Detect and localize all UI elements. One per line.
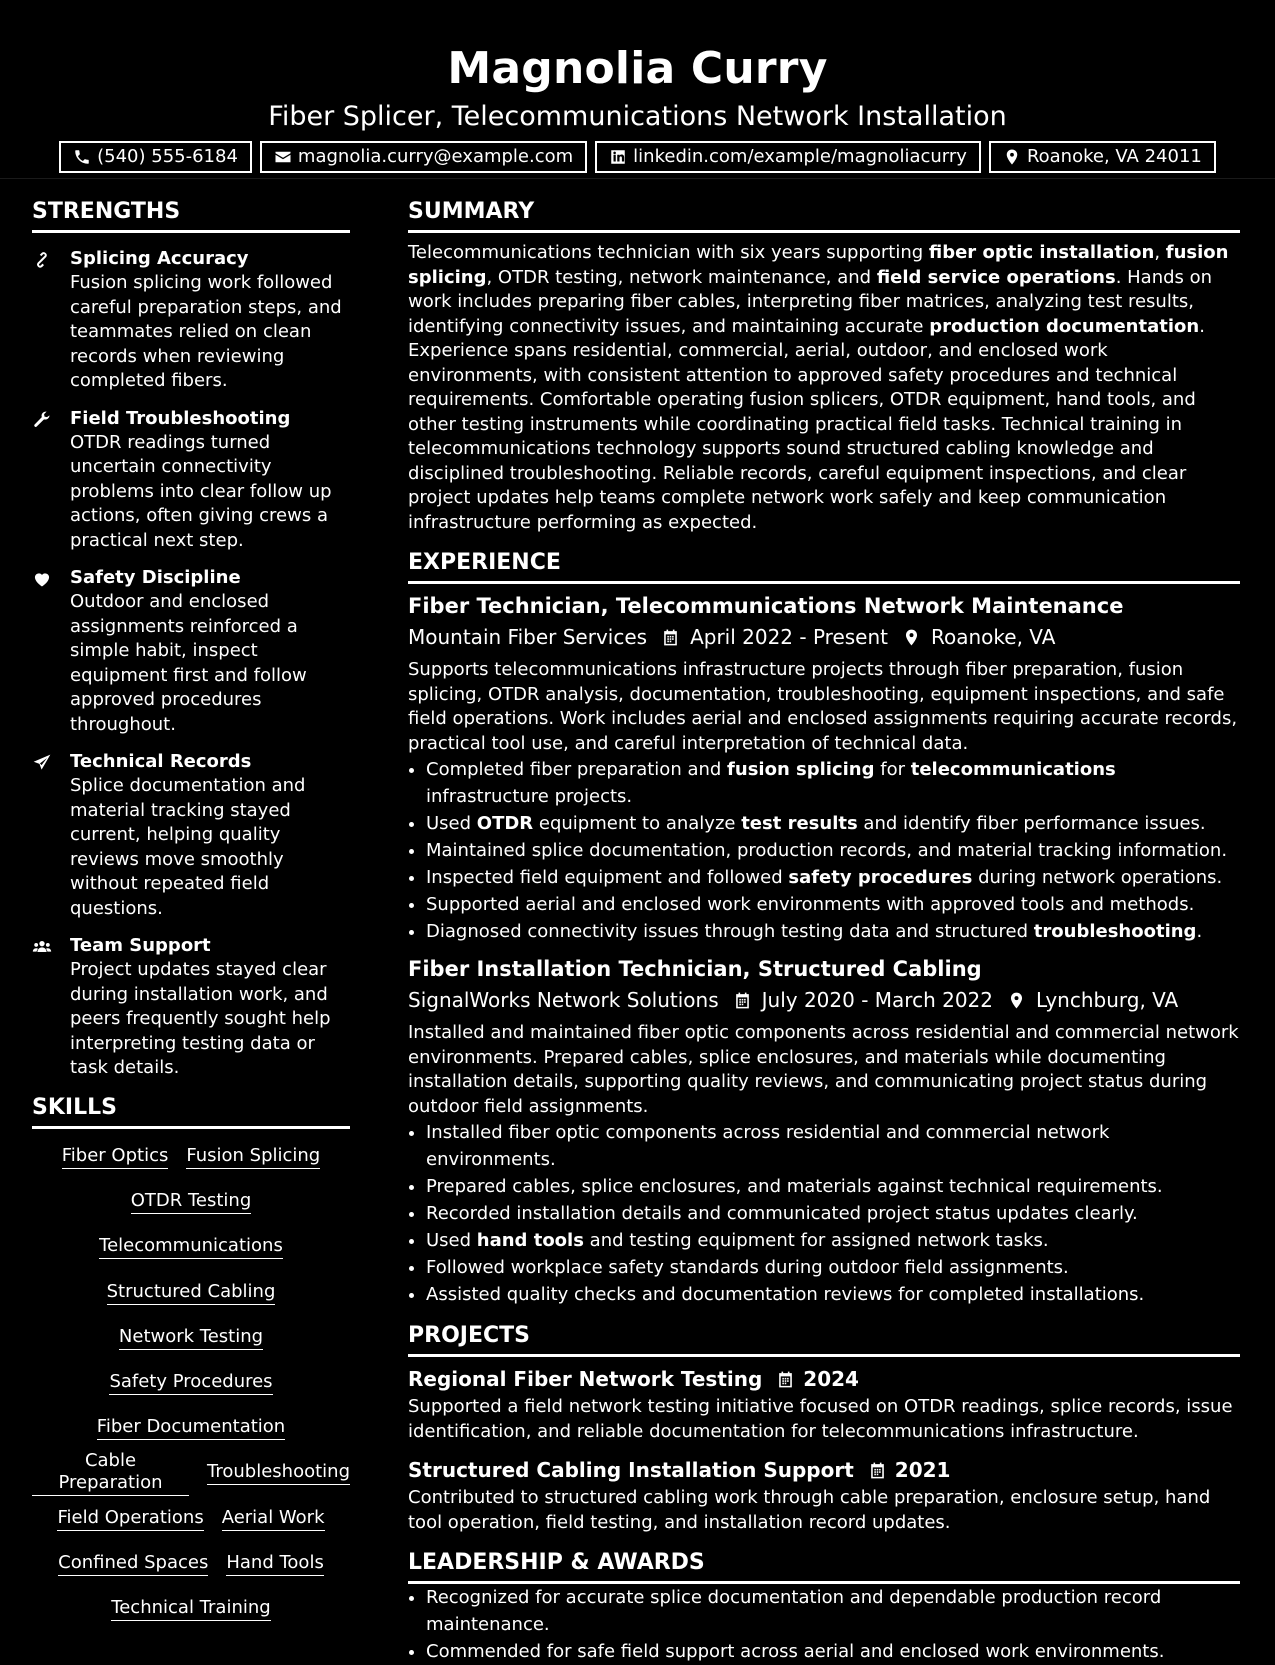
summary-section <box>408 198 1240 535</box>
job-bullet: • Assisted quality checks and documentation reviews for completed installations. <box>426 1281 1240 1308</box>
strength-title: Safety Discipline <box>70 567 241 588</box>
emphasis-text: fiber optic installation <box>928 242 1155 263</box>
job-location: Roanoke, VA <box>931 625 1056 649</box>
emphasis-text: hand tools <box>476 1230 584 1251</box>
contact-bar <box>0 141 1275 173</box>
job-dates: July 2020 - March 2022 <box>761 988 994 1012</box>
job-bullet: • Installed fiber optic components across residential and commercial network environments. <box>426 1119 1240 1173</box>
skill-row <box>32 1451 350 1496</box>
skill-tag: Telecommunications <box>99 1235 283 1259</box>
skill-tag: Field Operations <box>57 1507 203 1531</box>
envelope-icon <box>274 148 292 166</box>
emphasis-text: field service operations <box>876 266 1116 288</box>
strength-item <box>32 407 350 554</box>
wrench-icon <box>32 410 52 430</box>
skill-row <box>32 1360 350 1405</box>
linkedin-icon <box>609 148 627 166</box>
projects-section <box>408 1322 1240 1535</box>
users-icon <box>32 937 52 957</box>
project-description: Supported a field network testing initiative focused on OTDR readings, splice records, issue identification, and reliable documentation for telecommunications infrastructure. <box>408 1396 1233 1442</box>
experience-section <box>408 549 1240 1308</box>
project-date: 2021 <box>894 1458 951 1482</box>
emphasis-text: fusion splicing <box>727 759 875 780</box>
experience-heading: EXPERIENCE <box>408 549 1240 584</box>
calendar-icon <box>733 991 752 1010</box>
strength-title: Field Troubleshooting <box>70 407 291 429</box>
job-bullet: • Diagnosed connectivity issues through testing data and structured troubleshooting. <box>426 918 1240 945</box>
skill-tag: Fusion Splicing <box>186 1145 320 1169</box>
strength-desc: Project updates stayed clear during installation work, and peers frequently sought help interpreting testing data or task details. <box>70 959 331 1078</box>
paper-plane-icon <box>32 753 52 773</box>
job-bullet: • Supported aerial and enclosed work environments with approved tools and methods. <box>426 891 1240 918</box>
strength-desc: Fusion splicing work followed careful preparation steps, and teammates relied on clean records when reviewing completed fibers. <box>70 272 342 391</box>
strengths-heading: STRENGTHS <box>32 198 350 233</box>
strength-item <box>32 247 350 394</box>
project-title: Regional Fiber Network Testing <box>408 1367 763 1391</box>
projects-heading: PROJECTS <box>408 1322 1240 1357</box>
emphasis-text: test results <box>741 813 858 834</box>
award-item: • Recognized for accurate splice documentation and dependable production record maintenance. <box>426 1584 1240 1638</box>
skills-section <box>32 1094 350 1632</box>
summary-text: Telecommunications technician with six years supporting fiber optic installation, fusion splicing, OTDR testing, network maintenance, and field service operations. Hands on work includes preparing fiber cables, interpreting fiber matrices, analyzing test results, identifying connectivity issues, and maintaining accurate production documentation. Experience spans residential, commercial, aerial, outdoor, and enclosed work environments, with consistent attention to approved safety procedures and technical requirements. Comfortable operating fusion splicers, OTDR equipment, hand tools, and other testing instruments while coordinating practical field tasks. Technical training in telecommunications technology supports sound structured cabling knowledge and disciplined troubleshooting. Reliable records, careful equipment inspections, and clear project updates help teams complete network work safely and keep communication infrastructure performing as expected. <box>408 242 1229 533</box>
job-title: Fiber Installation Technician, Structured Cabling <box>408 957 982 981</box>
skill-row <box>32 1496 350 1541</box>
summary-heading: SUMMARY <box>408 198 1240 233</box>
job-bullet: • Completed fiber preparation and fusion splicing for telecommunications infrastructure projects. <box>426 756 1240 810</box>
job-bullets <box>408 1119 1240 1308</box>
awards-section <box>408 1549 1240 1665</box>
skill-tag: Structured Cabling <box>107 1281 276 1305</box>
candidate-title: Fiber Splicer, Telecommunications Network Installation <box>268 101 1007 132</box>
emphasis-text: OTDR <box>476 813 534 834</box>
job-bullet: • Used OTDR equipment to analyze test results and identify fiber performance issues. <box>426 810 1240 837</box>
project-entry <box>408 1456 1240 1535</box>
strength-desc: OTDR readings turned uncertain connectivity problems into clear follow up actions, often giving crews a practical next step. <box>70 431 332 551</box>
project-description: Contributed to structured cabling work through cable preparation, enclosure setup, hand tool operation, field testing, and installation record updates. <box>408 1487 1211 1533</box>
strength-title: Technical Records <box>70 751 252 772</box>
job-entry <box>408 592 1240 945</box>
skill-row <box>32 1541 350 1586</box>
map-marker-icon <box>1007 991 1026 1010</box>
skill-row <box>32 1135 350 1180</box>
award-item: • Commended for safe field support across aerial and enclosed work environments. <box>426 1638 1240 1665</box>
left-column <box>32 198 350 1632</box>
skill-tag: Technical Training <box>111 1597 270 1621</box>
skill-tag: Troubleshooting <box>207 1461 350 1485</box>
link-icon <box>32 250 52 270</box>
strength-desc: Splice documentation and material tracking stayed current, helping quality reviews move smoothly without repeated field questions. <box>70 775 306 919</box>
skill-tag: OTDR Testing <box>131 1190 252 1214</box>
job-bullet: • Inspected field equipment and followed safety procedures during network operations. <box>426 864 1240 891</box>
contact-location-text: Roanoke, VA 24011 <box>1026 146 1202 167</box>
job-entry <box>408 955 1240 1308</box>
skill-tag: Network Testing <box>119 1326 263 1350</box>
skill-tag: Aerial Work <box>222 1507 325 1531</box>
project-entry <box>408 1365 1240 1444</box>
strength-title: Splicing Accuracy <box>70 248 249 269</box>
awards-list <box>408 1584 1240 1665</box>
strength-title: Team Support <box>70 935 211 956</box>
contact-location[interactable] <box>989 141 1216 173</box>
job-location: Lynchburg, VA <box>1036 988 1179 1012</box>
skill-row <box>32 1225 350 1270</box>
resume-header <box>0 0 1275 179</box>
calendar-icon <box>661 628 680 647</box>
right-column <box>408 198 1240 1665</box>
contact-email[interactable] <box>260 141 587 173</box>
contact-email-text: magnolia.curry@example.com <box>297 146 574 167</box>
job-company: Mountain Fiber Services <box>408 625 648 649</box>
candidate-name: Magnolia Curry <box>447 43 828 94</box>
contact-phone-text: (540) 555-6184 <box>97 146 238 167</box>
emphasis-text: safety procedures <box>788 867 973 888</box>
awards-heading: LEADERSHIP & AWARDS <box>408 1549 1240 1584</box>
job-bullet: • Used hand tools and testing equipment for assigned network tasks. <box>426 1227 1240 1254</box>
skill-tag: Confined Spaces <box>58 1552 208 1576</box>
contact-linkedin[interactable] <box>595 141 981 173</box>
skill-tag: Fiber Optics <box>62 1145 169 1169</box>
job-description: Installed and maintained fiber optic components across residential and commercial network environments. Prepared cables, splice enclosures, and materials while documenting installation details, supporting quality reviews, and communicating project status during outdoor field assignments. <box>408 1022 1239 1117</box>
skill-tag: Hand Tools <box>226 1552 323 1576</box>
project-title: Structured Cabling Installation Support <box>408 1458 854 1482</box>
job-bullet: • Maintained splice documentation, production records, and material tracking information. <box>426 837 1240 864</box>
phone-icon <box>73 148 91 166</box>
job-description: Supports telecommunications infrastructure projects through fiber preparation, fusion splicing, OTDR analysis, documentation, troubleshooting, equipment inspections, and safe field operations. Work includes aerial and enclosed assignments requiring accurate records, practical tool use, and careful interpretation of technical data. <box>408 659 1238 754</box>
emphasis-text: fusion splicing <box>408 242 1229 288</box>
emphasis-text: telecommunications <box>910 759 1116 780</box>
map-marker-icon <box>1003 148 1021 166</box>
job-meta <box>408 622 1240 652</box>
emphasis-text: troubleshooting <box>1033 921 1197 942</box>
emphasis-text: production documentation <box>929 315 1200 337</box>
strength-desc: Outdoor and enclosed assignments reinforced a simple habit, inspect equipment first and follow approved procedures throughout. <box>70 591 307 735</box>
skill-row <box>32 1270 350 1315</box>
job-meta <box>408 985 1240 1015</box>
job-dates: April 2022 - Present <box>690 625 889 649</box>
map-marker-icon <box>902 628 921 647</box>
job-title: Fiber Technician, Telecommunications Network Maintenance <box>408 594 1124 618</box>
skill-row <box>32 1180 350 1225</box>
strength-item <box>32 566 350 737</box>
skill-tag: Safety Procedures <box>109 1371 272 1395</box>
calendar-icon <box>868 1461 887 1480</box>
job-company: SignalWorks Network Solutions <box>408 988 719 1012</box>
contact-linkedin-text: linkedin.com/example/magnoliacurry <box>633 146 967 167</box>
skill-row <box>32 1315 350 1360</box>
strengths-section <box>32 198 350 1081</box>
calendar-icon <box>776 1370 795 1389</box>
skills-heading: SKILLS <box>32 1094 350 1129</box>
job-bullet: • Recorded installation details and communicated project status updates clearly. <box>426 1200 1240 1227</box>
heart-icon <box>32 569 52 589</box>
job-bullet: • Prepared cables, splice enclosures, and materials against technical requirements. <box>426 1173 1240 1200</box>
skill-row <box>32 1586 350 1631</box>
skill-tag: Cable Preparation <box>32 1450 189 1496</box>
strength-item <box>32 934 350 1081</box>
contact-phone[interactable] <box>59 141 252 173</box>
skill-row <box>32 1406 350 1451</box>
job-bullet: • Followed workplace safety standards during outdoor field assignments. <box>426 1254 1240 1281</box>
strength-item <box>32 750 350 921</box>
job-bullets <box>408 756 1240 945</box>
skill-tag: Fiber Documentation <box>97 1416 285 1440</box>
project-date: 2024 <box>803 1367 859 1391</box>
